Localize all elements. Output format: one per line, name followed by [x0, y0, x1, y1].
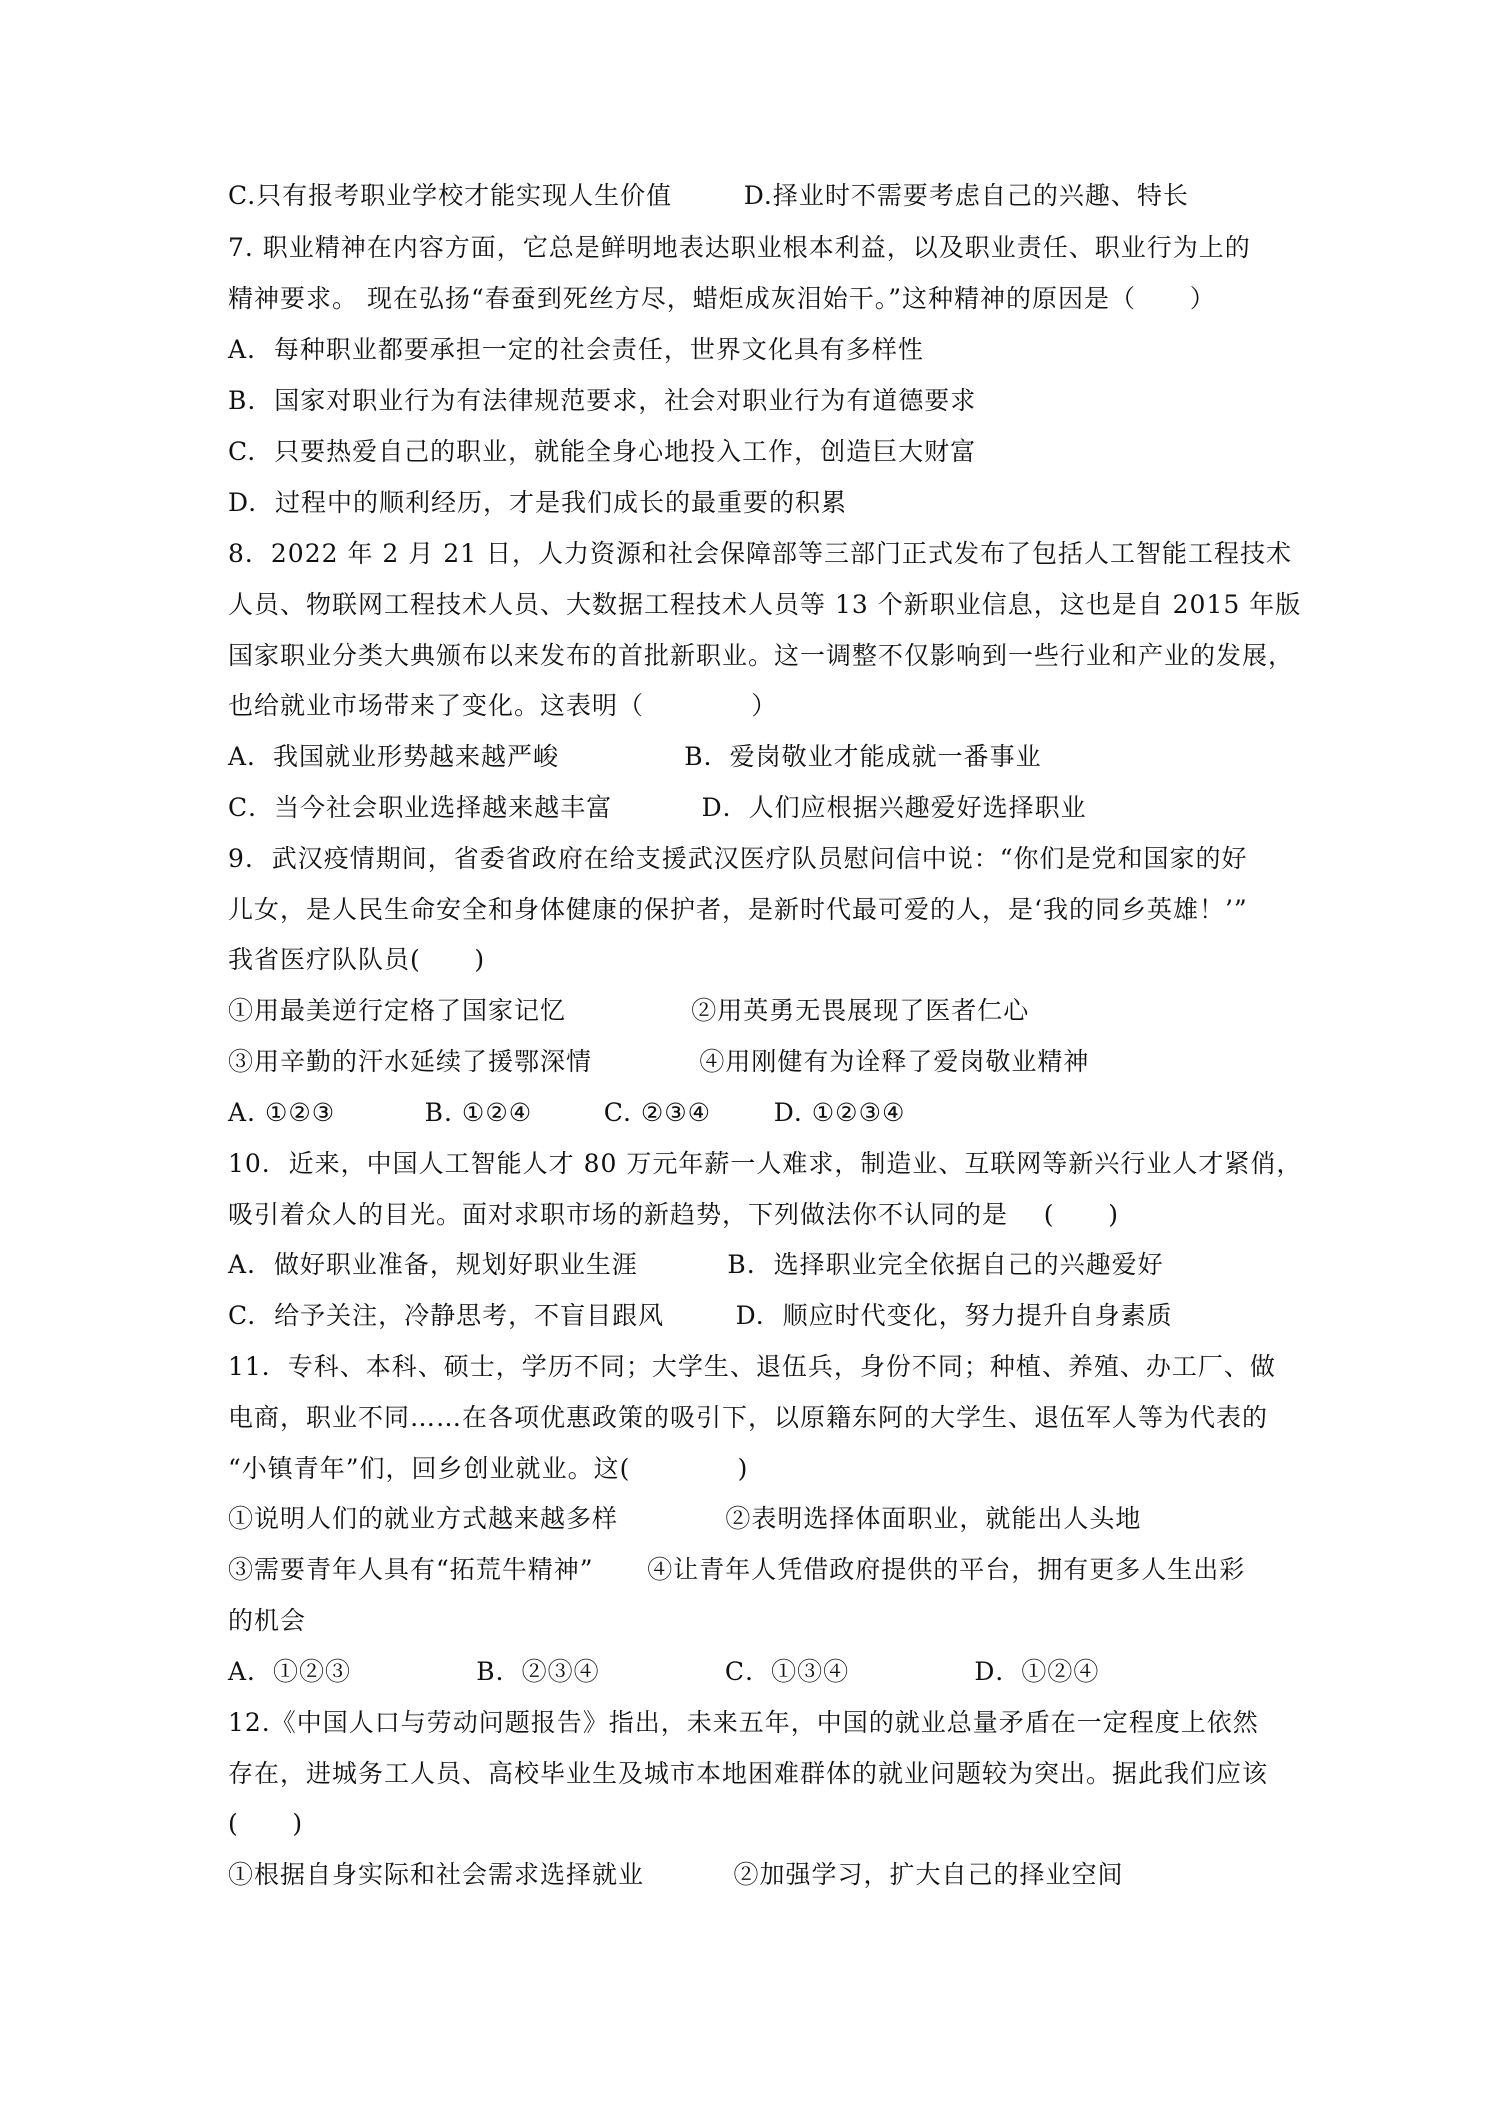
- option-b: B. 国家对职业行为有法律规范要求，社会对职业行为有道德要求: [228, 386, 977, 415]
- options-line: A. ①②③ B. ①②④ C. ②③④ D. ①②③④: [228, 1098, 906, 1127]
- options-cd: C. 给予关注，冷静思考，不盲目跟风 D. 顺应时代变化，努力提升自身素质: [228, 1301, 1173, 1330]
- question-9: 9. 武汉疫情期间，省委省政府在给支援武汉医疗队员慰问信中说：“你们是党和国家的好: [228, 844, 1248, 873]
- question-12-cont: 存在，进城务工人员、高校毕业生及城市本地困难群体的就业问题较为突出。据此我们应该: [228, 1759, 1269, 1788]
- choices-12: ①根据自身实际和社会需求选择就业 ②加强学习，扩大自己的择业空间: [228, 1860, 1124, 1889]
- choices-cont: 的机会: [228, 1606, 307, 1635]
- question-11-cont: 电商，职业不同……在各项优惠政策的吸引下，以原籍东阿的大学生、退伍军人等为代表的: [228, 1403, 1269, 1432]
- option-c: C. 只要热爱自己的职业，就能全身心地投入工作，创造巨大财富: [228, 437, 977, 466]
- question-12-cont: ( ): [228, 1809, 304, 1838]
- question-8: 8．2022 年 2 月 21 日，人力资源和社会保障部等三部门正式发布了包括人工智能工程技术: [228, 539, 1292, 568]
- options-cd: C．当今社会职业选择越来越丰富 D．人们应根据兴趣爱好选择职业: [228, 793, 1087, 822]
- question-10-cont: 吸引着众人的目光。面对求职市场的新趋势，下列做法你不认同的是 ( ): [228, 1200, 1119, 1229]
- choices-34: ③用辛勤的汗水延续了援鄂深情 ④用刚健有为诠释了爱岗敬业精神: [228, 1047, 1090, 1076]
- question-8-cont: 人员、物联网工程技术人员、大数据工程技术人员等 13 个新职业信息，这也是自 2015 年版: [228, 590, 1302, 619]
- options-line: A．①②③ B．②③④ C．①③④ D．①②④: [228, 1657, 1100, 1686]
- choices-12: ①用最美逆行定格了国家记忆 ②用英勇无畏展现了医者仁心: [228, 996, 1030, 1025]
- choices-34: ③需要青年人具有“拓荒牛精神” ④让青年人凭借政府提供的平台，拥有更多人生出彩: [228, 1555, 1246, 1584]
- question-11-cont: “小镇青年”们，回乡创业就业。这( ): [228, 1454, 749, 1483]
- option-line: C.只有报考职业学校才能实现人生价值 D.择业时不需要考虑自己的兴趣、特长: [228, 181, 1189, 210]
- question-12: 12.《中国人口与劳动问题报告》指出，未来五年，中国的就业总量矛盾在一定程度上依然: [228, 1708, 1259, 1737]
- question-9-cont: 儿女，是人民生命安全和身体健康的保护者，是新时代最可爱的人，是‘我的同乡英雄！’”: [228, 895, 1248, 924]
- question-9-cont: 我省医疗队队员( ): [228, 945, 486, 974]
- question-11: 11．专科、本科、硕士，学历不同；大学生、退伍兵，身份不同；种植、养殖、办工厂、做: [228, 1352, 1276, 1381]
- option-d: D. 过程中的顺利经历，才是我们成长的最重要的积累: [228, 488, 847, 517]
- question-7-cont: 精神要求。 现在弘扬“春蚕到死丝方尽，蜡炬成灰泪始干。”这种精神的原因是（ ）: [228, 284, 1216, 313]
- options-ab: A. 做好职业准备，规划好职业生涯 B. 选择职业完全依据自己的兴趣爱好: [228, 1250, 1164, 1279]
- choices-12: ①说明人们的就业方式越来越多样 ②表明选择体面职业，就能出人头地: [228, 1504, 1142, 1533]
- question-7: 7. 职业精神在内容方面，它总是鲜明地表达职业根本利益，以及职业责任、职业行为上的: [228, 233, 1251, 262]
- option-a: A. 每种职业都要承担一定的社会责任，世界文化具有多样性: [228, 335, 924, 364]
- question-8-cont: 国家职业分类大典颁布以来发布的首批新职业。这一调整不仅影响到一些行业和产业的发展，: [228, 641, 1295, 670]
- question-10: 10. 近来，中国人工智能人才 80 万元年薪一人难求，制造业、互联网等新兴行业人才紧俏，: [228, 1149, 1303, 1178]
- options-ab: A．我国就业形势越来越严峻 B．爱岗敬业才能成就一番事业: [228, 742, 1042, 771]
- question-8-cont: 也给就业市场带来了变化。这表明（ ）: [228, 691, 778, 720]
